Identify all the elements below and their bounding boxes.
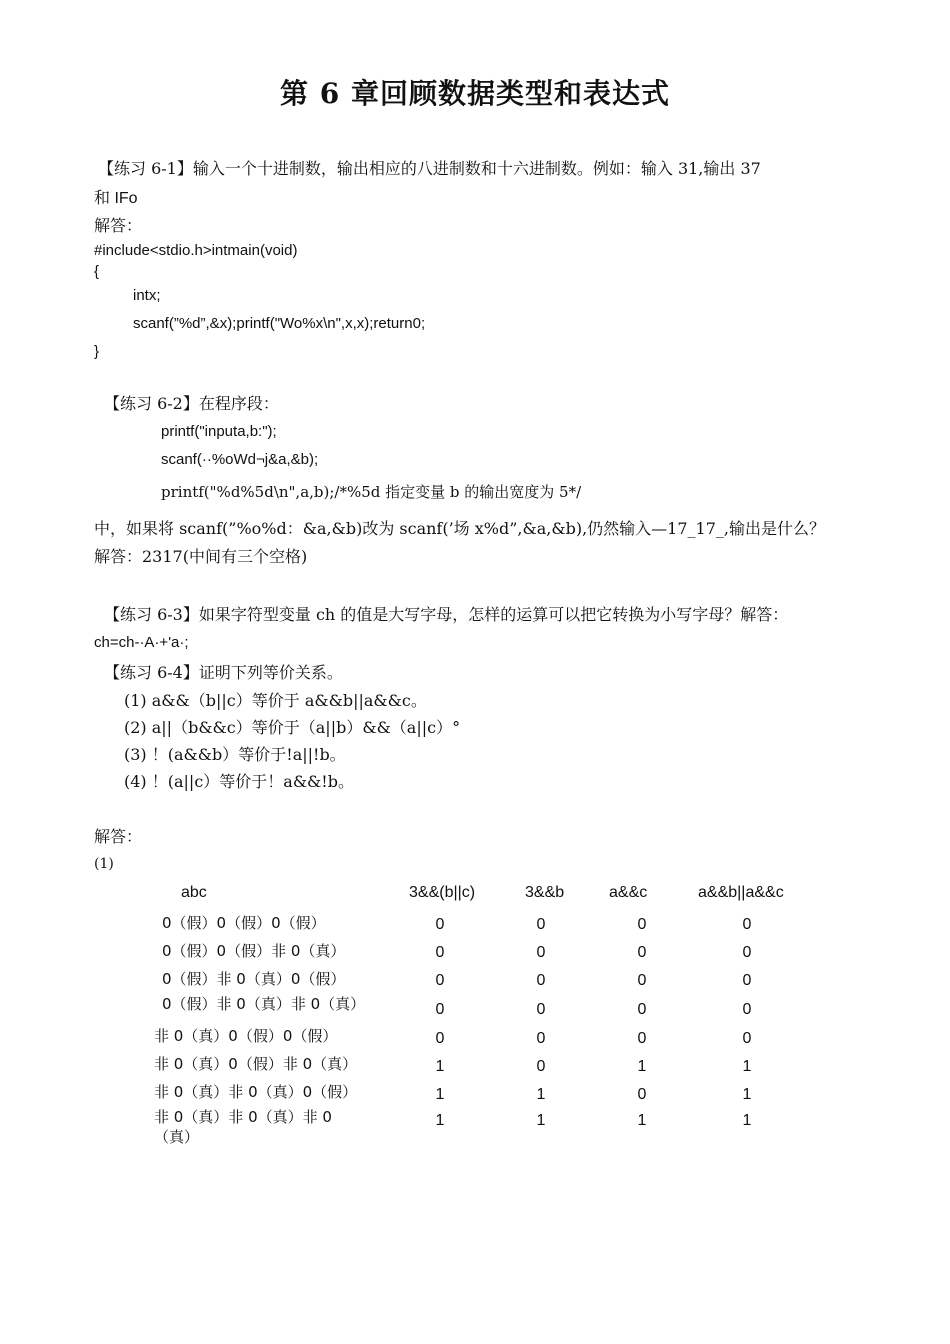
table-cell: 0 xyxy=(435,1001,445,1018)
table-cell: 0 xyxy=(637,1030,647,1047)
table-cell: 0 xyxy=(637,916,647,933)
table-cell: 1 xyxy=(536,1086,546,1103)
table-row-label: 0（假）0（假）0（假） xyxy=(162,914,326,932)
table-cell: 1 xyxy=(637,1058,647,1075)
sub-label: (1) xyxy=(94,856,114,872)
table-cell: 1 xyxy=(435,1058,445,1075)
exercise-6-2-answer: 解答：2317(中间有三个空格) xyxy=(94,547,308,566)
table-cell: 1 xyxy=(637,1112,647,1129)
table-row-label: 非 0（真）0（假）非 0（真） xyxy=(154,1055,358,1073)
table-cell: 1 xyxy=(435,1086,445,1103)
table-cell: 0 xyxy=(637,944,647,961)
table-header: a&&c xyxy=(609,884,648,901)
equivalence-item: (3) ！(a&&b）等价于!a||!b。 xyxy=(124,745,346,764)
table-cell: 0 xyxy=(435,972,445,989)
table-cell: 0 xyxy=(742,1030,752,1047)
exercise-6-1-answer-label: 解答： xyxy=(94,216,143,235)
table-cell: 0 xyxy=(435,1030,445,1047)
code-line: scanf(”%d”,&x);printf("Wo%x\n",x,x);return0; xyxy=(133,315,426,332)
code-line: scanf(··%oWd¬j&a,&b); xyxy=(161,451,319,468)
table-cell: 0 xyxy=(536,1058,546,1075)
exercise-6-3-question: 【练习 6-3】如果字符型变量 ch 的值是大写字母，怎样的运算可以把它转换为小写字母？解答： xyxy=(104,605,789,624)
table-cell: 0 xyxy=(536,944,546,961)
code-line: printf("inputa,b:"); xyxy=(161,423,277,440)
table-cell: 0 xyxy=(536,972,546,989)
table-row-label: 0（假）0（假）非 0（真） xyxy=(162,942,346,960)
table-cell: 0 xyxy=(637,1086,647,1103)
exercise-6-2-question-cont: 中，如果将 scanf(”%o%d：&a,&b)改为 scanf(’场 x%d”,&a,&b),仍然输入—17_17_,输出是什么？ xyxy=(94,519,825,538)
equivalence-item: (2) a||（b&&c）等价于（a||b）&&（a||c）° xyxy=(124,718,461,737)
equivalence-item: (1) a&&（b||c）等价于 a&&b||a&&c。 xyxy=(124,691,427,710)
code-line: intx; xyxy=(133,287,161,304)
table-cell: 0 xyxy=(742,1001,752,1018)
table-cell: 0 xyxy=(435,916,445,933)
table-cell: 0 xyxy=(536,1001,546,1018)
table-header: 3&&(b||c) xyxy=(409,884,476,901)
table-cell: 0 xyxy=(637,972,647,989)
exercise-6-1-question-cont: 和 IFo xyxy=(94,190,138,207)
exercise-6-3-answer: ch=ch-·A·+'a·; xyxy=(94,634,189,651)
code-line: } xyxy=(94,343,100,360)
exercise-6-4-question: 【练习 6-4】证明下列等价关系。 xyxy=(104,663,343,682)
table-cell: 0 xyxy=(637,1001,647,1018)
table-cell: 0 xyxy=(536,916,546,933)
page-title: 第 6 章回顾数据类型和表达式 xyxy=(280,77,670,110)
table-header: 3&&b xyxy=(525,884,565,901)
table-header: a&&b||a&&c xyxy=(698,884,784,901)
table-row-label: 非 0（真）非 0（真）非 0（真） xyxy=(154,1108,332,1146)
exercise-6-2-question: 【练习 6-2】在程序段： xyxy=(104,394,279,413)
table-cell: 0 xyxy=(742,916,752,933)
table-cell: 0 xyxy=(536,1030,546,1047)
code-line: printf("%d%5d\n",a,b);/*%5d 指定变量 b 的输出宽度为 5*/ xyxy=(161,483,582,501)
table-cell: 1 xyxy=(435,1112,445,1129)
code-line: #include<stdio.h>intmain(void) xyxy=(94,242,298,259)
code-line: { xyxy=(94,263,100,280)
table-cell: 1 xyxy=(742,1086,752,1103)
table-row-label: 0（假）非 0（真）0（假） xyxy=(162,970,346,988)
equivalence-item: (4) ！(a||c）等价于！a&&!b。 xyxy=(124,772,354,791)
table-header: abc xyxy=(181,884,207,901)
table-cell: 1 xyxy=(536,1112,546,1129)
table-cell: 1 xyxy=(742,1058,752,1075)
table-cell: 0 xyxy=(435,944,445,961)
exercise-6-4-answer-label: 解答： xyxy=(94,827,143,846)
table-row-label: 非 0（真）非 0（真）0（假） xyxy=(154,1083,358,1101)
table-row-label: 0（假）非 0（真）非 0（真） xyxy=(162,995,366,1013)
table-row-label: 非 0（真）0（假）0（假） xyxy=(154,1027,338,1045)
exercise-6-1-question: 【练习 6-1】输入一个十进制数，输出相应的八进制数和十六进制数。例如：输入 31,输出 37 xyxy=(98,159,761,178)
table-cell: 1 xyxy=(742,1112,752,1129)
table-cell: 0 xyxy=(742,944,752,961)
table-cell: 0 xyxy=(742,972,752,989)
